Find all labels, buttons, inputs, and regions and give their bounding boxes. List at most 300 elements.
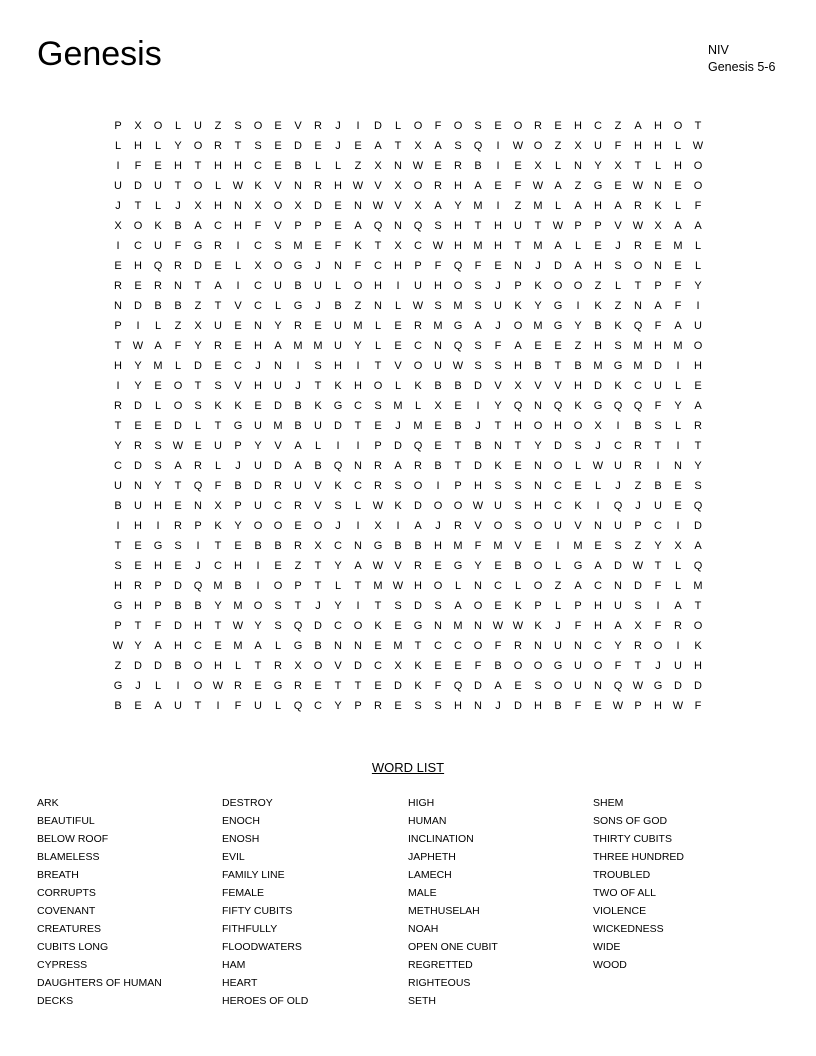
grid-letter: P bbox=[294, 580, 302, 592]
grid-letter: H bbox=[234, 220, 242, 232]
grid-row bbox=[108, 396, 708, 416]
grid-letter: O bbox=[693, 180, 703, 192]
word-list-heading bbox=[0, 759, 816, 776]
grid-letter: C bbox=[194, 640, 202, 652]
grid-letter: E bbox=[254, 400, 262, 412]
grid-letter: J bbox=[655, 660, 661, 672]
grid-letter: W bbox=[692, 140, 704, 152]
grid-letter: B bbox=[274, 540, 282, 552]
word-list-item: DAUGHTERS OF HUMAN bbox=[37, 977, 162, 989]
word-list-item: BEAUTIFUL bbox=[37, 815, 95, 827]
grid-row bbox=[108, 356, 708, 376]
grid-letter: I bbox=[116, 380, 120, 392]
grid-letter: C bbox=[594, 120, 602, 132]
grid-letter: L bbox=[554, 200, 562, 212]
grid-letter: C bbox=[254, 160, 262, 172]
grid-letter: O bbox=[273, 200, 283, 212]
grid-letter: Z bbox=[614, 120, 622, 132]
grid-letter: E bbox=[294, 520, 302, 532]
grid-letter: H bbox=[634, 140, 642, 152]
grid-letter: A bbox=[354, 220, 362, 232]
grid-letter: W bbox=[412, 160, 424, 172]
grid-letter: T bbox=[514, 240, 522, 252]
grid-letter: Y bbox=[494, 400, 502, 412]
grid-letter: A bbox=[414, 520, 422, 532]
grid-letter: E bbox=[134, 540, 142, 552]
grid-letter: A bbox=[454, 600, 462, 612]
grid-letter: I bbox=[556, 540, 560, 552]
grid-letter: A bbox=[214, 280, 222, 292]
grid-letter: E bbox=[554, 340, 562, 352]
grid-letter: Y bbox=[114, 440, 122, 452]
grid-letter: M bbox=[313, 340, 323, 352]
grid-letter: K bbox=[154, 220, 162, 232]
grid-letter: I bbox=[136, 320, 140, 332]
grid-letter: E bbox=[434, 420, 442, 432]
grid-letter: R bbox=[174, 520, 182, 532]
grid-letter: X bbox=[194, 200, 202, 212]
grid-letter: U bbox=[254, 700, 262, 712]
grid-letter: H bbox=[154, 500, 162, 512]
grid-letter: E bbox=[134, 560, 142, 572]
grid-letter: T bbox=[694, 600, 702, 612]
grid-letter: P bbox=[114, 320, 122, 332]
grid-letter: Q bbox=[613, 500, 623, 512]
grid-letter: F bbox=[474, 260, 482, 272]
grid-letter: E bbox=[454, 660, 462, 672]
grid-letter: I bbox=[656, 600, 660, 612]
grid-letter: M bbox=[573, 540, 583, 552]
grid-letter: E bbox=[494, 180, 502, 192]
grid-letter: J bbox=[235, 460, 241, 472]
grid-letter: R bbox=[274, 660, 282, 672]
grid-letter: G bbox=[613, 360, 623, 372]
grid-letter: N bbox=[334, 260, 342, 272]
grid-letter: S bbox=[654, 420, 662, 432]
grid-letter: T bbox=[194, 160, 202, 172]
grid-letter: E bbox=[214, 360, 222, 372]
grid-letter: T bbox=[214, 620, 222, 632]
grid-letter: H bbox=[174, 160, 182, 172]
grid-letter: W bbox=[172, 440, 184, 452]
word-list-item: CYPRESS bbox=[37, 959, 88, 971]
grid-letter: V bbox=[274, 180, 282, 192]
grid-letter: E bbox=[194, 440, 202, 452]
grid-letter: H bbox=[654, 120, 662, 132]
grid-letter: A bbox=[694, 220, 702, 232]
grid-letter: W bbox=[432, 240, 444, 252]
grid-letter: K bbox=[514, 600, 522, 612]
grid-letter: J bbox=[115, 200, 121, 212]
grid-letter: E bbox=[374, 680, 382, 692]
grid-letter: J bbox=[475, 420, 481, 432]
grid-letter: Z bbox=[634, 540, 642, 552]
grid-letter: G bbox=[653, 680, 663, 692]
grid-letter: C bbox=[374, 260, 382, 272]
grid-letter: B bbox=[434, 460, 442, 472]
word-list-item: TROUBLED bbox=[593, 869, 651, 881]
grid-letter: I bbox=[676, 440, 680, 452]
grid-letter: I bbox=[216, 700, 220, 712]
grid-letter: B bbox=[474, 440, 482, 452]
grid-letter: D bbox=[254, 480, 262, 492]
grid-letter: B bbox=[174, 600, 182, 612]
grid-letter: M bbox=[473, 240, 483, 252]
grid-letter: B bbox=[174, 660, 182, 672]
word-list-item: METHUSELAH bbox=[408, 905, 480, 917]
grid-letter: L bbox=[374, 340, 382, 352]
grid-letter: B bbox=[594, 320, 602, 332]
grid-letter: L bbox=[194, 420, 202, 432]
grid-letter: L bbox=[234, 260, 242, 272]
word-list-item: BELOW ROOF bbox=[37, 833, 109, 845]
grid-letter: Q bbox=[693, 500, 703, 512]
grid-letter: A bbox=[674, 320, 682, 332]
grid-letter: E bbox=[234, 540, 242, 552]
grid-letter: U bbox=[114, 480, 122, 492]
grid-letter: K bbox=[514, 300, 522, 312]
grid-letter: R bbox=[414, 460, 422, 472]
grid-letter: H bbox=[694, 360, 702, 372]
grid-letter: S bbox=[434, 220, 442, 232]
grid-letter: Q bbox=[613, 680, 623, 692]
grid-letter: O bbox=[273, 260, 283, 272]
grid-letter: M bbox=[273, 420, 283, 432]
grid-letter: J bbox=[175, 200, 181, 212]
grid-letter: Z bbox=[554, 140, 562, 152]
grid-letter: O bbox=[473, 640, 483, 652]
grid-letter: K bbox=[254, 180, 262, 192]
grid-letter: L bbox=[334, 160, 342, 172]
grid-letter: T bbox=[134, 200, 142, 212]
grid-letter: L bbox=[274, 640, 282, 652]
grid-letter: T bbox=[114, 340, 122, 352]
grid-letter: I bbox=[676, 360, 680, 372]
grid-letter: I bbox=[496, 140, 500, 152]
grid-letter: P bbox=[374, 440, 382, 452]
grid-letter: I bbox=[576, 300, 580, 312]
grid-letter: K bbox=[394, 500, 402, 512]
grid-letter: R bbox=[674, 620, 682, 632]
grid-letter: R bbox=[374, 700, 382, 712]
grid-letter: S bbox=[154, 460, 162, 472]
word-list-heading-text: WORD LIST bbox=[371, 760, 445, 775]
grid-letter: P bbox=[114, 120, 122, 132]
grid-letter: R bbox=[514, 640, 522, 652]
grid-letter: D bbox=[274, 460, 282, 472]
grid-letter: S bbox=[414, 700, 422, 712]
grid-letter: W bbox=[472, 500, 484, 512]
grid-letter: T bbox=[254, 660, 262, 672]
grid-letter: A bbox=[634, 120, 642, 132]
grid-letter: U bbox=[574, 660, 582, 672]
grid-letter: O bbox=[573, 420, 583, 432]
grid-row bbox=[108, 676, 708, 696]
grid-letter: R bbox=[194, 460, 202, 472]
grid-letter: F bbox=[654, 320, 662, 332]
grid-letter: Y bbox=[474, 560, 482, 572]
grid-letter: U bbox=[154, 240, 162, 252]
grid-letter: J bbox=[395, 420, 401, 432]
grid-letter: U bbox=[254, 460, 262, 472]
grid-letter: D bbox=[274, 400, 282, 412]
grid-letter: W bbox=[512, 140, 524, 152]
grid-letter: M bbox=[593, 360, 603, 372]
grid-letter: R bbox=[634, 460, 642, 472]
grid-letter: F bbox=[574, 620, 582, 632]
word-list-item: JAPHETH bbox=[408, 851, 456, 863]
grid-letter: H bbox=[254, 380, 262, 392]
grid-letter: W bbox=[632, 680, 644, 692]
grid-letter: U bbox=[654, 380, 662, 392]
grid-letter: K bbox=[694, 640, 702, 652]
grid-letter: F bbox=[494, 340, 502, 352]
grid-letter: U bbox=[334, 320, 342, 332]
word-list-item: THIRTY CUBITS bbox=[593, 833, 672, 845]
grid-letter: A bbox=[614, 620, 622, 632]
grid-letter: H bbox=[334, 360, 342, 372]
word-list-item: SETH bbox=[408, 995, 437, 1007]
grid-row bbox=[108, 156, 708, 176]
grid-letter: X bbox=[514, 380, 522, 392]
grid-letter: V bbox=[394, 360, 402, 372]
grid-letter: F bbox=[214, 480, 222, 492]
grid-letter: Z bbox=[354, 160, 362, 172]
grid-letter: L bbox=[214, 180, 222, 192]
grid-letter: N bbox=[114, 300, 122, 312]
grid-letter: C bbox=[414, 340, 422, 352]
grid-letter: Q bbox=[453, 340, 463, 352]
grid-letter: H bbox=[334, 180, 342, 192]
grid-letter: N bbox=[574, 160, 582, 172]
grid-letter: P bbox=[234, 500, 242, 512]
grid-letter: E bbox=[314, 240, 322, 252]
grid-letter: J bbox=[255, 360, 261, 372]
word-list-item: THREE HUNDRED bbox=[593, 851, 685, 863]
grid-letter: T bbox=[334, 680, 342, 692]
grid-letter: W bbox=[632, 220, 644, 232]
grid-letter: H bbox=[154, 560, 162, 572]
grid-letter: O bbox=[533, 520, 543, 532]
grid-letter: O bbox=[253, 520, 263, 532]
grid-letter: N bbox=[134, 480, 142, 492]
puzzle-meta bbox=[708, 42, 775, 76]
word-list-item: HEROES OF OLD bbox=[222, 995, 309, 1007]
grid-letter: C bbox=[254, 280, 262, 292]
grid-letter: O bbox=[513, 320, 523, 332]
grid-letter: Z bbox=[194, 300, 202, 312]
grid-letter: R bbox=[294, 320, 302, 332]
grid-letter: I bbox=[256, 580, 260, 592]
grid-letter: M bbox=[673, 340, 683, 352]
grid-letter: B bbox=[514, 560, 522, 572]
grid-letter: W bbox=[632, 560, 644, 572]
grid-letter: W bbox=[592, 460, 604, 472]
grid-letter: N bbox=[234, 200, 242, 212]
grid-letter: D bbox=[474, 380, 482, 392]
grid-row bbox=[108, 236, 708, 256]
grid-letter: C bbox=[314, 700, 322, 712]
word-list-item: WICKEDNESS bbox=[593, 923, 664, 935]
grid-letter: B bbox=[174, 300, 182, 312]
grid-letter: L bbox=[574, 240, 582, 252]
grid-letter: Q bbox=[193, 580, 203, 592]
grid-row bbox=[108, 136, 708, 156]
grid-letter: Y bbox=[174, 140, 182, 152]
grid-letter: W bbox=[352, 180, 364, 192]
grid-letter: S bbox=[514, 480, 522, 492]
grid-letter: E bbox=[514, 460, 522, 472]
grid-letter: H bbox=[514, 360, 522, 372]
grid-letter: E bbox=[154, 420, 162, 432]
grid-letter: X bbox=[214, 500, 222, 512]
grid-letter: J bbox=[315, 600, 321, 612]
grid-letter: V bbox=[394, 200, 402, 212]
grid-letter: D bbox=[634, 580, 642, 592]
grid-letter: T bbox=[374, 240, 382, 252]
grid-letter: W bbox=[372, 500, 384, 512]
grid-letter: H bbox=[434, 280, 442, 292]
grid-letter: Y bbox=[454, 200, 462, 212]
grid-letter: X bbox=[594, 420, 602, 432]
grid-letter: E bbox=[234, 320, 242, 332]
grid-row bbox=[108, 576, 708, 596]
grid-letter: V bbox=[234, 300, 242, 312]
grid-letter: H bbox=[454, 220, 462, 232]
grid-letter: J bbox=[315, 300, 321, 312]
grid-letter: K bbox=[234, 400, 242, 412]
grid-letter: Y bbox=[334, 700, 342, 712]
grid-letter: D bbox=[334, 420, 342, 432]
word-list-column bbox=[37, 794, 162, 1010]
grid-letter: Y bbox=[234, 520, 242, 532]
grid-letter: U bbox=[274, 280, 282, 292]
grid-letter: S bbox=[474, 300, 482, 312]
grid-letter: I bbox=[116, 240, 120, 252]
grid-letter: Q bbox=[453, 680, 463, 692]
grid-letter: R bbox=[294, 680, 302, 692]
grid-letter: G bbox=[553, 320, 563, 332]
grid-letter: O bbox=[653, 640, 663, 652]
grid-row bbox=[108, 516, 708, 536]
grid-row bbox=[108, 296, 708, 316]
grid-letter: G bbox=[553, 660, 563, 672]
grid-letter: N bbox=[354, 640, 362, 652]
grid-letter: N bbox=[474, 620, 482, 632]
grid-letter: E bbox=[214, 640, 222, 652]
grid-letter: D bbox=[694, 520, 702, 532]
grid-letter: J bbox=[615, 480, 621, 492]
grid-letter: G bbox=[413, 620, 423, 632]
grid-letter: N bbox=[334, 640, 342, 652]
grid-row bbox=[108, 436, 708, 456]
grid-letter: E bbox=[234, 340, 242, 352]
grid-letter: Y bbox=[154, 480, 162, 492]
grid-letter: R bbox=[534, 120, 542, 132]
grid-letter: S bbox=[214, 380, 222, 392]
grid-letter: W bbox=[452, 360, 464, 372]
grid-letter: A bbox=[154, 340, 162, 352]
grid-letter: L bbox=[674, 140, 682, 152]
grid-letter: S bbox=[254, 140, 262, 152]
grid-letter: A bbox=[154, 640, 162, 652]
grid-letter: R bbox=[454, 520, 462, 532]
grid-letter: B bbox=[314, 640, 322, 652]
grid-letter: K bbox=[214, 400, 222, 412]
grid-letter: T bbox=[474, 220, 482, 232]
grid-letter: I bbox=[496, 160, 500, 172]
grid-letter: O bbox=[533, 560, 543, 572]
grid-letter: M bbox=[473, 200, 483, 212]
word-list-item: MALE bbox=[408, 887, 437, 899]
grid-letter: X bbox=[294, 200, 302, 212]
scripture-reference: Genesis 5-6 bbox=[708, 60, 776, 74]
grid-letter: P bbox=[634, 520, 642, 532]
grid-letter: R bbox=[414, 560, 422, 572]
grid-letter: R bbox=[114, 400, 122, 412]
grid-letter: S bbox=[614, 260, 622, 272]
grid-letter: C bbox=[254, 240, 262, 252]
grid-letter: L bbox=[154, 320, 162, 332]
grid-letter: B bbox=[254, 540, 262, 552]
grid-letter: A bbox=[474, 320, 482, 332]
grid-letter: Z bbox=[554, 580, 562, 592]
grid-letter: V bbox=[574, 520, 582, 532]
grid-letter: G bbox=[573, 560, 583, 572]
grid-letter: C bbox=[214, 220, 222, 232]
grid-letter: G bbox=[193, 240, 203, 252]
grid-letter: Y bbox=[134, 640, 142, 652]
grid-letter: W bbox=[412, 300, 424, 312]
grid-letter: S bbox=[334, 500, 342, 512]
grid-letter: H bbox=[214, 660, 222, 672]
grid-letter: O bbox=[413, 480, 423, 492]
grid-letter: K bbox=[374, 620, 382, 632]
word-list-item: BREATH bbox=[37, 869, 79, 881]
grid-letter: B bbox=[234, 480, 242, 492]
grid-letter: S bbox=[314, 360, 322, 372]
grid-row bbox=[108, 556, 708, 576]
grid-letter: J bbox=[135, 680, 141, 692]
grid-letter: V bbox=[334, 660, 342, 672]
grid-letter: R bbox=[214, 340, 222, 352]
grid-row bbox=[108, 636, 708, 656]
grid-letter: D bbox=[134, 660, 142, 672]
grid-letter: E bbox=[274, 120, 282, 132]
grid-letter: Y bbox=[594, 160, 602, 172]
word-list-column bbox=[222, 794, 308, 1010]
grid-letter: X bbox=[394, 660, 402, 672]
grid-letter: T bbox=[654, 440, 662, 452]
grid-letter: X bbox=[614, 160, 622, 172]
word-list-item: CORRUPTS bbox=[37, 887, 96, 899]
grid-letter: Y bbox=[134, 380, 142, 392]
grid-letter: H bbox=[354, 380, 362, 392]
grid-letter: N bbox=[174, 280, 182, 292]
grid-letter: D bbox=[474, 680, 482, 692]
grid-letter: E bbox=[674, 480, 682, 492]
grid-letter: O bbox=[193, 180, 203, 192]
grid-letter: N bbox=[494, 440, 502, 452]
grid-letter: A bbox=[294, 440, 302, 452]
grid-letter: Q bbox=[613, 400, 623, 412]
grid-letter: D bbox=[414, 500, 422, 512]
grid-letter: F bbox=[654, 400, 662, 412]
grid-letter: T bbox=[634, 160, 642, 172]
grid-letter: T bbox=[634, 280, 642, 292]
grid-letter: A bbox=[434, 200, 442, 212]
grid-letter: W bbox=[512, 620, 524, 632]
